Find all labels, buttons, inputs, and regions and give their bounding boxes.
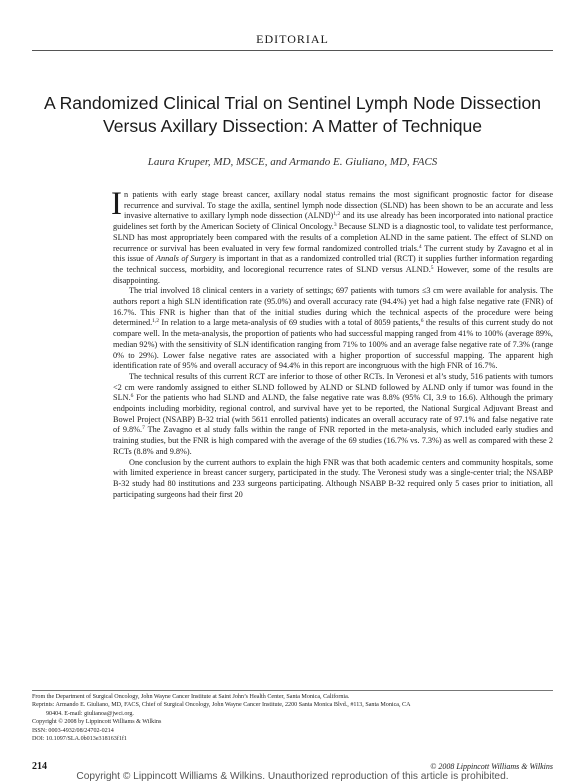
footnote-reprints-email: 90404. E-mail: giulianoa@jwci.org. [46, 710, 134, 717]
paragraph-text: The trial involved 18 clinical centers in a variety of settings; 697 patients with tumors ≤3 cm were available for analysis. The authors report a high SLN identification rate (95.0%) and overall accuracy rate (94.4%) yet had a high false negative rate (FNR) of 16.7%. This FNR is higher than that of the initial studies during which the technical aspects of the procedure were being determined. [113, 286, 553, 328]
footnotes [32, 693, 553, 743]
paragraph-text: The Zavagno et al study falls within the range of FNR reported in the meta-analysis, which included early studies and training studies, but the FNR is high compared with the average of the 69 studies (16.7% vs. 7.3%) as well as compared with these 2 RCTs (8.8% and 9.8%). [113, 425, 553, 456]
paragraph-3 [113, 372, 553, 458]
article-authors: Laura Kruper, MD, MSCE, and Armando E. Giuliano, MD, FACS [147, 156, 438, 168]
paragraph-text: Because SLND is a diagnostic tool, to validate test performance, SLND has most appropriately been compared with the results of a completion ALND in the same patient. The effect of SLND on recurrence or survival has been evaluated in very few formal randomized controlled trials. [113, 222, 554, 253]
citation: 5 [430, 264, 434, 271]
paragraph-text: The current study by Zavagno et al in this issue of [113, 243, 553, 264]
paragraph-text: However, some of the results are disappointing. [113, 264, 554, 285]
paragraph-text: n patients with early stage breast cancer, axillary nodal status remains the most significant prognostic factor for disease recurrence and survival. To stage the axilla, sentinel lymph node dissection (SLND) has been shown to be an accurate and less invasive alternative to axillary lymph node dissection (ALND) [124, 190, 553, 221]
footnote-divider [32, 690, 553, 691]
paragraph-text: is important in that as a randomized controlled trial (RCT) it supplies further information regarding the technical success, morbidity, and locoregional recurrence rates of SLND versus ALND. [113, 254, 554, 274]
citation: 4 [418, 243, 422, 250]
paragraph-text: In relation to a large meta-analysis of 69 studies with a total of 8059 patients, [159, 318, 421, 328]
footnote-doi: DOI: 10.1097/SLA.0b013e318163f1f1 [32, 736, 127, 743]
copyright-banner: Copyright © Lippincott Williams & Wilkins. Unauthorized reproduction of this article is prohibited. [76, 771, 509, 782]
header-divider [32, 50, 553, 51]
journal-name: Annals of Surgery [155, 254, 217, 264]
footnote-copyright: Copyright © 2008 by Lippincott Williams & Wilkins [32, 719, 162, 726]
citation: 1,2 [333, 211, 341, 218]
page-number: 214 [32, 761, 47, 772]
paragraph-text: The technical results of this current RCT are inferior to those of other RCTs. In Veronesi et al’s study, 516 patients with tumors <2 cm were randomly assigned to either SLND followed by ALND or SLND followed by ALND only if tumor was found in the SLN. [113, 371, 553, 403]
paragraph-2 [113, 286, 553, 372]
paragraph-text: One conclusion by the current authors to explain the high FNR was that both academic centers and community hospitals, some with limited experience in breast cancer surgery, participated in the study. The Veronesi study was a single-center trial; the NSABP B-32 study had 80 institutions and 233 surgeons participating. Although NSABP B-32 required only 5 cases prior to initiation, all participating surgeons had their first 20 [113, 457, 553, 499]
citation: 6 [130, 393, 134, 400]
citation: 7 [142, 425, 145, 432]
footnote-issn: ISSN: 0003-4932/08/24702-0214 [32, 727, 114, 734]
article-body [111, 186, 554, 500]
citation: 3 [333, 222, 337, 229]
citation: 1,2 [152, 318, 160, 325]
citation: 6 [420, 318, 424, 325]
journal-copyright: © 2008 Lippincott Williams & Wilkins [430, 762, 553, 771]
paragraph-text: For the patients who had SLND and ALND, the false negative rate was 8.8% (95% CI, 3.9 to 16.6). Although the primary endpoints including morbidity, regional control, and survival have yet to be reported, the National Surgical Adjuvant Breast and Bowel Project (NSABP) B-32 trial (with 5611 enrolled patients) indicates an overall accuracy rate of 97.1% and false negative rate of 9.8%. [113, 393, 553, 435]
paragraph-text: and its use already has been incorporated into national practice guidelines set forth by the American Society of Clinical Oncology. [113, 211, 553, 232]
article-title: A Randomized Clinical Trial on Sentinel Lymph Node Dissection Versus Axillary Dissection: A Matter of Technique [43, 93, 542, 136]
paragraph-4 [113, 458, 553, 501]
section-label: EDITORIAL [256, 32, 329, 46]
paragraph-1 [111, 186, 554, 286]
footnote-reprints: Reprints: Armando E. Giuliano, MD, FACS, Chief of Surgical Oncology, John Wayne Cancer Institute, 2200 Santa Monica Blvd., #113, Santa Monica, CA [32, 702, 411, 709]
drop-cap: I [111, 186, 122, 222]
footnote-affiliation: From the Department of Surgical Oncology, John Wayne Cancer Institute at Saint John’s Health Center, Santa Monica, California. [32, 694, 350, 700]
paragraph-text: the results of this current study do not compare well. In the meta-analysis, the proportion of patients who had successful mapping ranged from 41% to 100% (average 89%, median 92%) with the sensitivity of SLN identification ranging from 71% to 100% and an average false negative rate of 7.3% (range 0% to 29%). Lower false negative rates are associated with a higher proportion of successful mapping. The apparent high identification rate of 95% and overall accuracy of 94.4% in this report are incongruous with the high FNR of 16.7%. [113, 318, 553, 371]
